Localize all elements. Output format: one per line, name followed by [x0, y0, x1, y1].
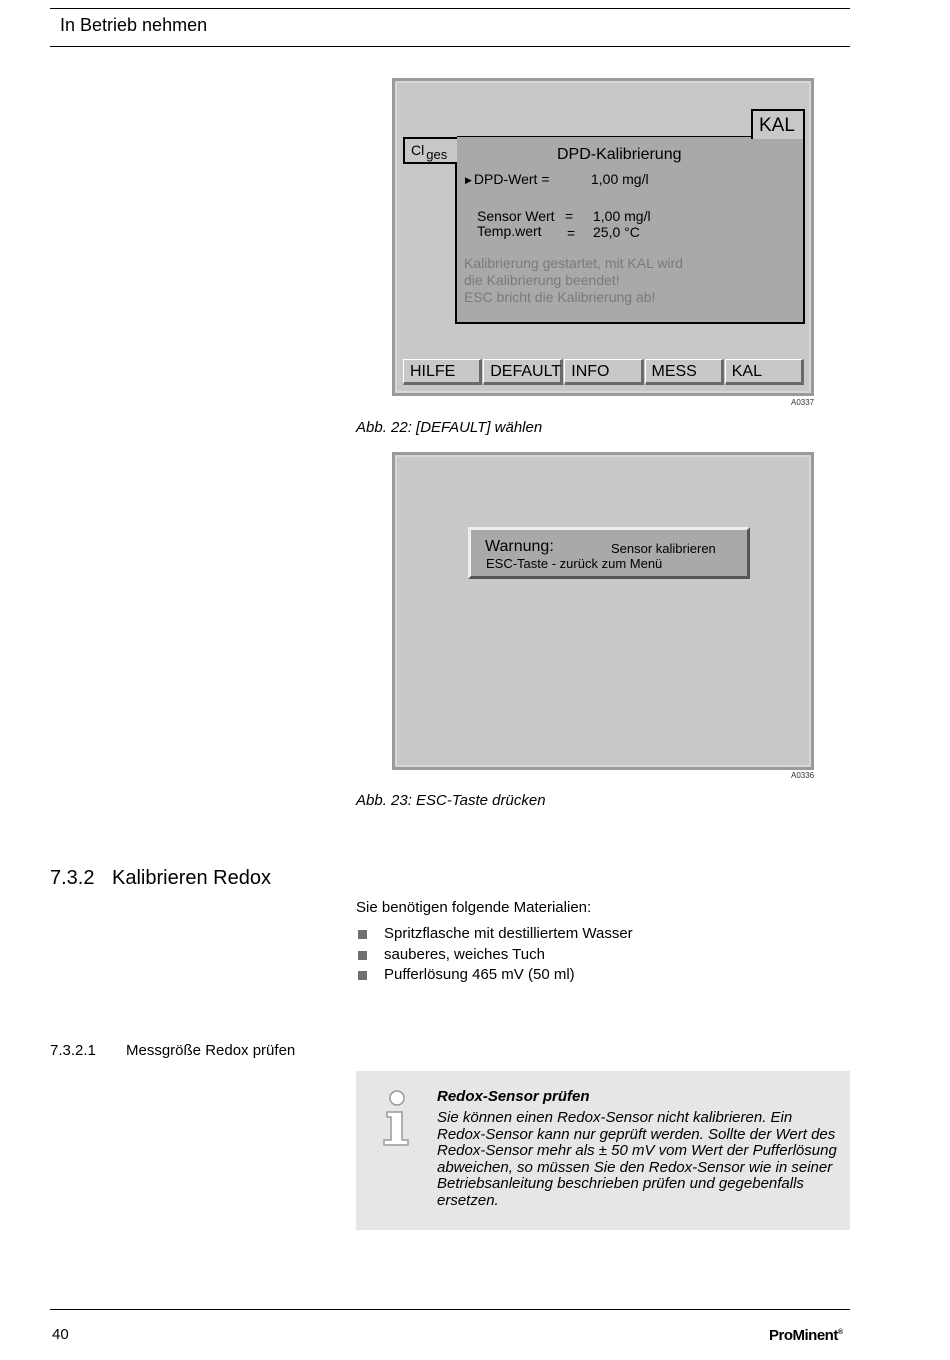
- cursor-arrow-icon: ▶: [465, 175, 472, 185]
- softkey-mess[interactable]: MESS: [645, 359, 724, 385]
- esc-message: ESC-Taste - zurück zum Menü: [486, 556, 663, 571]
- figure-caption: Abb. 23: ESC-Taste drücken: [356, 792, 546, 809]
- note-title: Redox-Sensor prüfen: [437, 1088, 590, 1105]
- page-number: 40: [52, 1326, 69, 1343]
- kal-tab: KAL: [751, 109, 805, 139]
- softkey-kal[interactable]: KAL: [725, 359, 804, 385]
- sensor-equals: =: [565, 208, 574, 224]
- info-icon: [381, 1090, 413, 1148]
- message-line: Kalibrierung gestartet, mit KAL wird: [464, 255, 683, 271]
- temp-label: Temp.wert: [477, 223, 542, 239]
- calibration-message: [464, 255, 683, 306]
- sensor-label: Sensor Wert: [477, 208, 555, 224]
- figure-caption: Abb. 22: [DEFAULT] wählen: [356, 419, 543, 436]
- subsection-number: 7.3.2.1: [50, 1042, 96, 1059]
- dpd-value: 1,00 mg/l: [591, 171, 649, 187]
- warning-label: Warnung:: [485, 538, 554, 555]
- page-header-title: In Betrieb nehmen: [60, 15, 208, 35]
- figure-id: A0336: [791, 771, 815, 780]
- section-title: Kalibrieren Redox: [112, 867, 271, 889]
- prominent-logo: [769, 1327, 843, 1344]
- cl-sub: ges: [426, 147, 448, 162]
- footer-rule: [50, 1309, 850, 1310]
- figure-esc-warning: [392, 452, 814, 770]
- temp-value: 25,0 °C: [593, 224, 640, 240]
- message-line: ESC bricht die Kalibrierung ab!: [464, 289, 656, 305]
- materials-list: [356, 925, 633, 987]
- header-bottom-rule: [50, 46, 850, 47]
- cl-tab: [403, 137, 457, 164]
- sensor-value: 1,00 mg/l: [593, 208, 651, 224]
- warning-message: Sensor kalibrieren: [611, 541, 716, 556]
- dpd-label: DPD-Wert =: [473, 171, 550, 187]
- dialog-title: DPD-Kalibrierung: [557, 146, 682, 163]
- message-line: die Kalibrierung beendet!: [464, 272, 620, 288]
- note-body: Sie können einen Redox-Sensor nicht kalibrieren. Ein Redox-Sensor kann nur geprüft werden. Sollte der Wert des Redox-Sensor mehr als ± 50 mV vom Wert der Pufferlösung abweichen, so müssen Sie den Redox-Sensor wie in seiner Betriebsanleitung beschrieben prüfen und gegebenfalls ersetzen.: [437, 1109, 837, 1209]
- section-heading: [50, 867, 271, 890]
- list-item: sauberes, weiches Tuch: [356, 946, 633, 967]
- header-top-rule: [50, 8, 850, 9]
- figure-dpd-calibration: [392, 78, 814, 396]
- temp-equals: =: [567, 225, 576, 241]
- softkey-bar: [403, 359, 805, 387]
- list-item: Pufferlösung 465 mV (50 ml): [356, 966, 633, 987]
- materials-intro: Sie benötigen folgende Materialien:: [356, 899, 592, 916]
- figure-id: A0337: [791, 398, 815, 407]
- section-number: 7.3.2: [50, 867, 95, 889]
- calibration-dialog: [455, 137, 805, 324]
- subsection-heading: [50, 1042, 295, 1059]
- logo-text: ProMinent: [769, 1327, 838, 1344]
- softkey-default[interactable]: DEFAULT: [483, 359, 563, 385]
- softkey-info[interactable]: INFO: [564, 359, 643, 385]
- cl-label: Cl: [411, 142, 425, 158]
- info-note: [356, 1071, 850, 1230]
- softkey-hilfe[interactable]: HILFE: [403, 359, 482, 385]
- subsection-title: Messgröße Redox prüfen: [126, 1042, 296, 1059]
- logo-mark: ®: [837, 1329, 843, 1336]
- warning-dialog: [468, 527, 750, 579]
- list-item: Spritzflasche mit destilliertem Wasser: [356, 925, 633, 946]
- dpd-row: [465, 171, 550, 187]
